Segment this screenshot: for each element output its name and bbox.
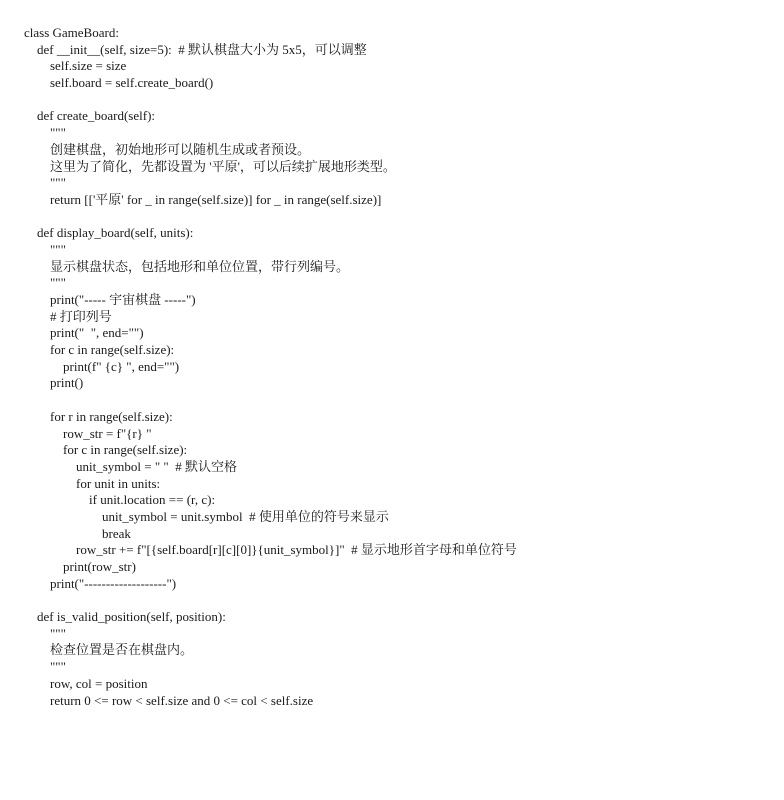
code-line: """ xyxy=(24,275,66,291)
code-line: # 打印列号 xyxy=(24,308,112,324)
code-line: print("----- 宇宙棋盘 -----") xyxy=(24,292,196,307)
code-line: print(f" {c} ", end="") xyxy=(24,358,180,374)
code-line xyxy=(24,392,764,409)
code-line: def display_board(self, units): xyxy=(24,225,194,241)
code-line: print() xyxy=(24,375,84,391)
code-line: """ xyxy=(24,241,66,257)
code-line: """ xyxy=(24,659,66,675)
code-line: self.board = self.create_board() xyxy=(24,75,214,91)
code-line: for c in range(self.size): xyxy=(24,342,175,358)
code-line: for r in range(self.size): xyxy=(24,408,173,424)
code-line: row_str = f"{r} " xyxy=(24,425,152,441)
code-line: unit_symbol = " " # 默认空格 xyxy=(24,458,237,474)
code-line: """ xyxy=(24,625,66,641)
code-line: break xyxy=(24,525,131,541)
code-line: print(row_str) xyxy=(24,559,136,574)
code-line: 显示棋盘状态，包括地形和单位位置，带行列编号。 xyxy=(24,258,350,274)
code-line: self.size = size xyxy=(24,58,127,74)
code-line: class GameBoard: xyxy=(24,25,119,40)
code-line: def is_valid_position(self, position): xyxy=(24,609,226,625)
code-line: print("-------------------") xyxy=(24,575,177,591)
code-line: print(" ", end="") xyxy=(24,325,144,341)
code-line: unit_symbol = unit.symbol # 使用单位的符号来显示 xyxy=(24,508,389,524)
code-listing xyxy=(24,25,764,709)
code-line: def create_board(self): xyxy=(24,108,156,124)
code-line: 创建棋盘，初始地形可以随机生成或者预设。 xyxy=(24,141,311,157)
code-line: 这里为了简化，先都设置为 '平原'，可以后续扩展地形类型。 xyxy=(24,158,396,174)
code-line xyxy=(24,592,764,609)
code-line xyxy=(24,92,764,109)
code-line: return 0 <= row < self.size and 0 <= col < self.size xyxy=(24,692,314,708)
code-line: 检查位置是否在棋盘内。 xyxy=(24,642,194,658)
code-line: def __init__(self, size=5): # 默认棋盘大小为 5x5，可以调整 xyxy=(24,41,367,57)
code-line: row_str += f"[{self.board[r][c][0]}{unit_symbol}]" # 显示地形首字母和单位符号 xyxy=(24,542,517,558)
code-line: """ xyxy=(24,125,66,141)
code-line: row, col = position xyxy=(24,675,148,691)
code-line: """ xyxy=(24,175,66,191)
code-line xyxy=(24,209,764,226)
code-line: return [['平原' for _ in range(self.size)] for _ in range(self.size)] xyxy=(24,191,382,207)
code-line: if unit.location == (r, c): xyxy=(24,492,216,508)
code-line: for unit in units: xyxy=(24,475,161,491)
code-line: for c in range(self.size): xyxy=(24,442,188,458)
